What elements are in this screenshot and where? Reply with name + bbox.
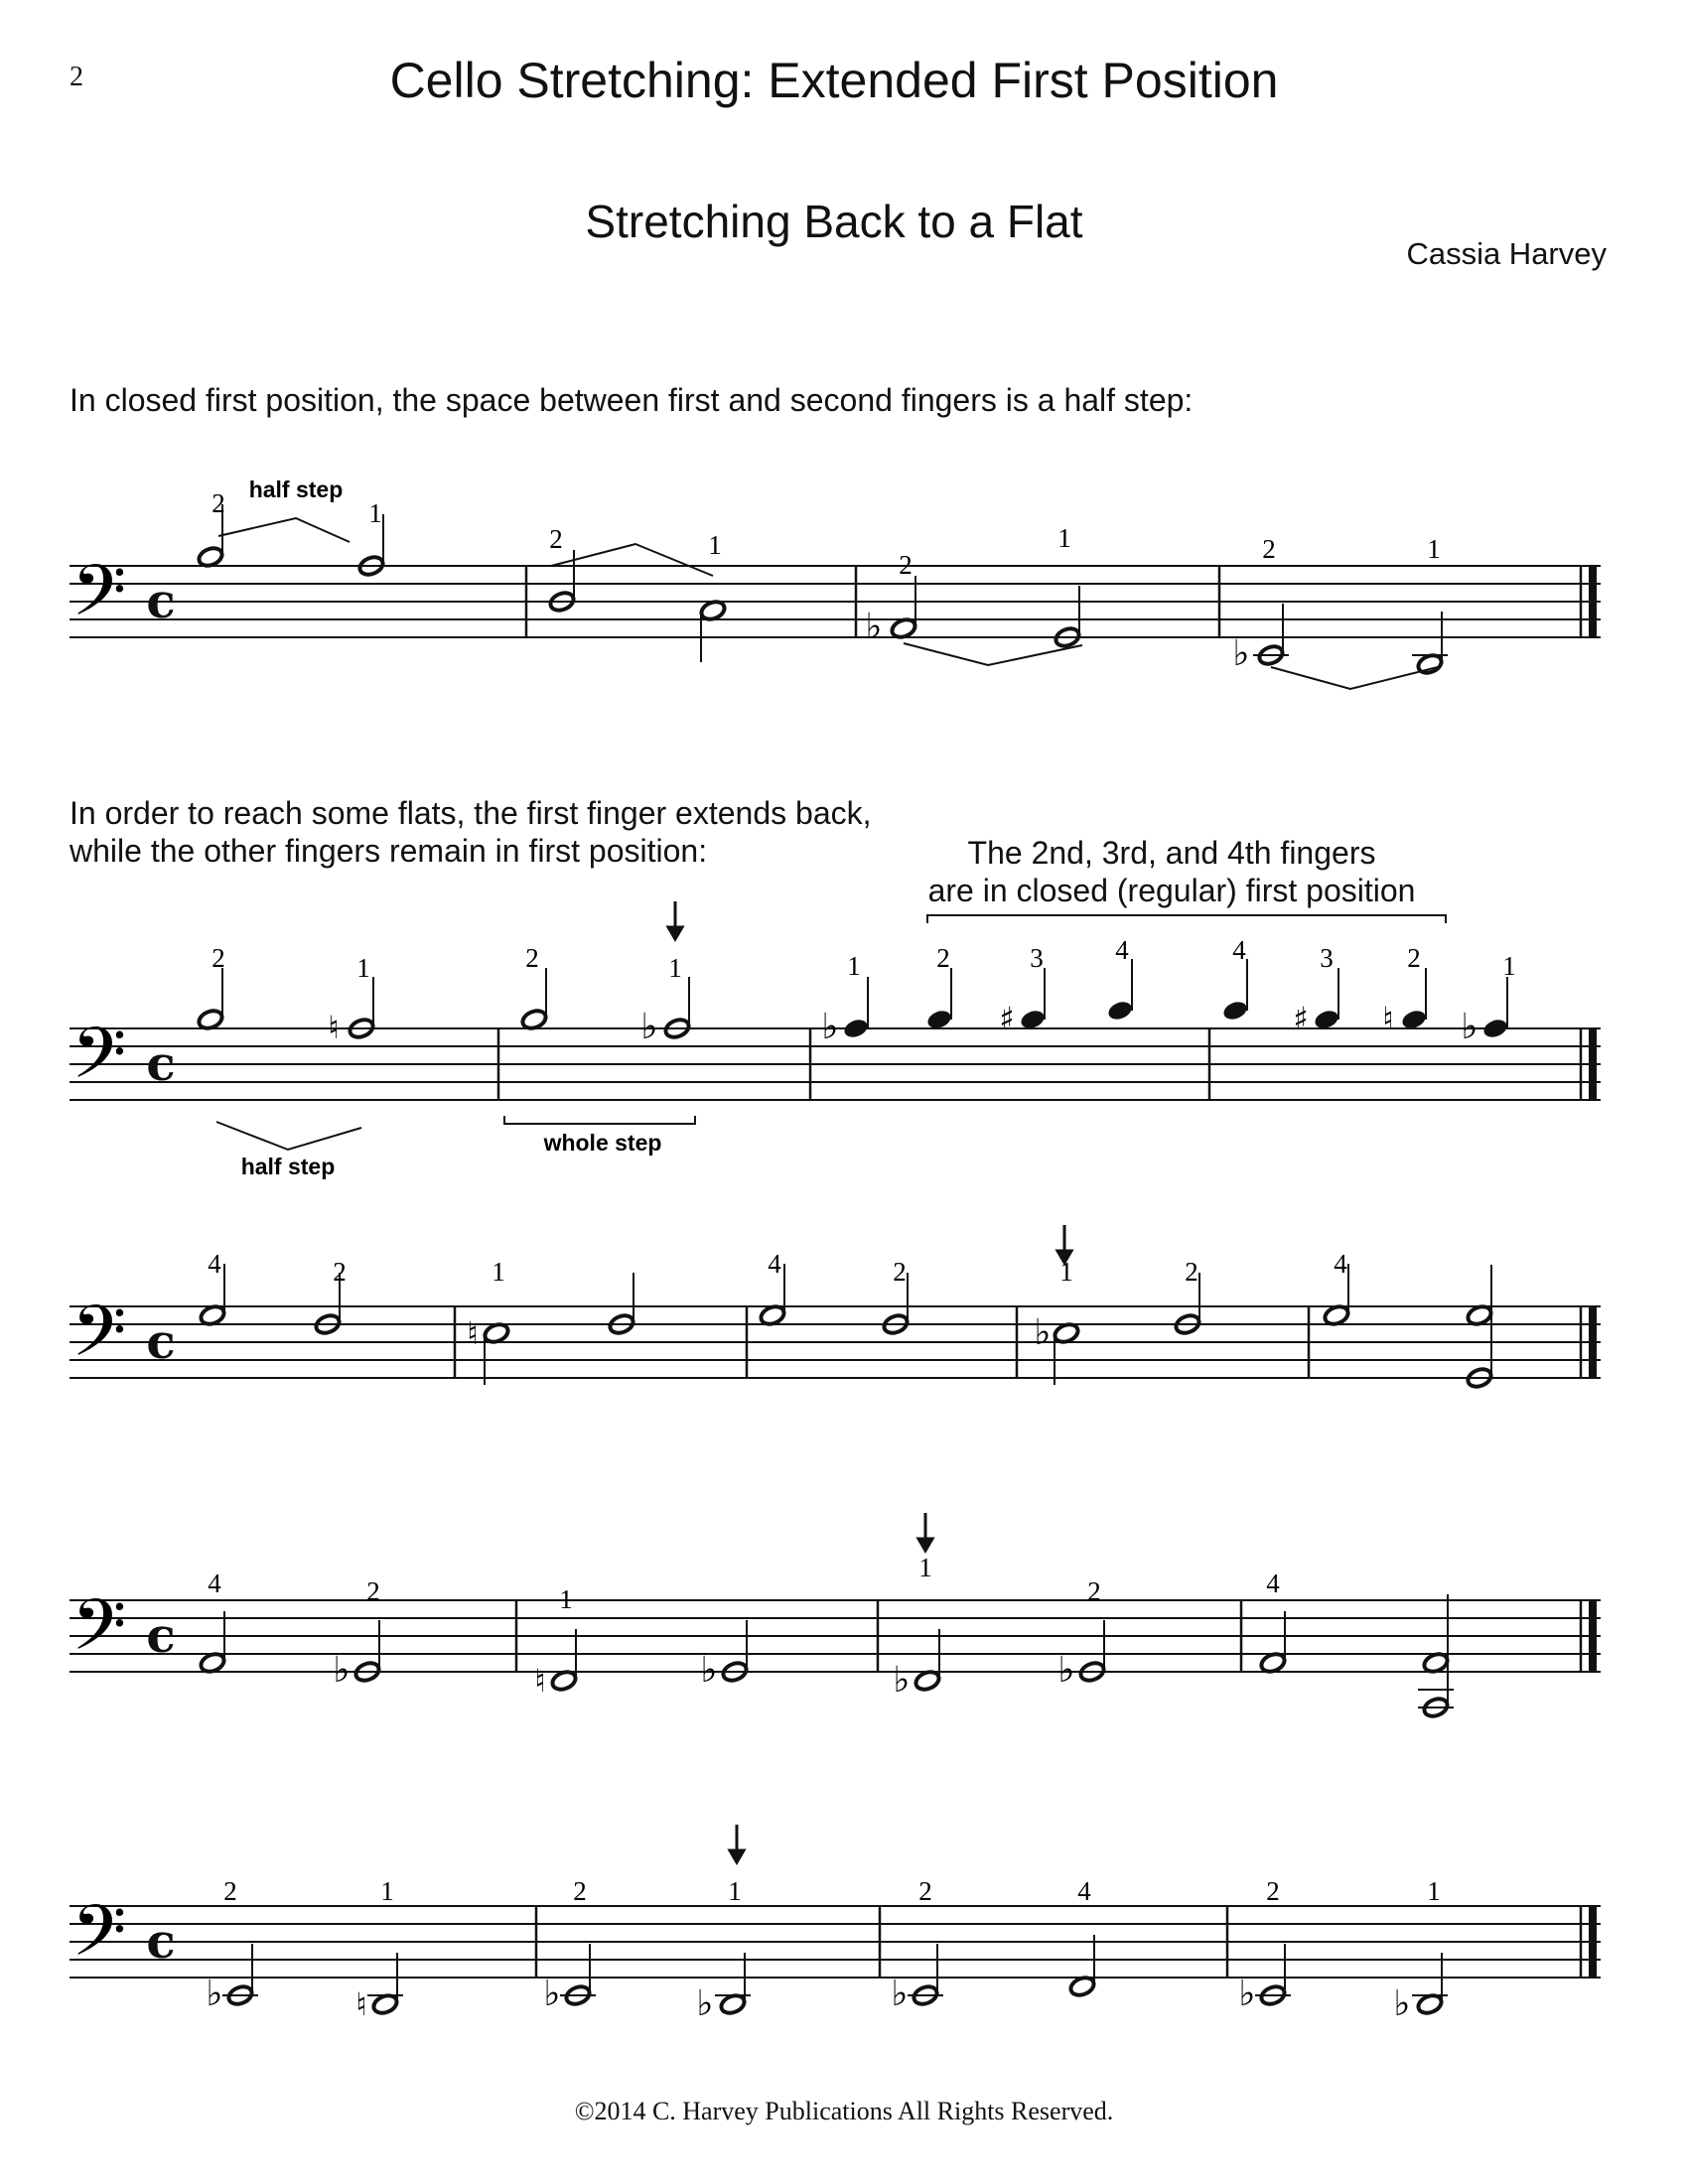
fingering-1: 1 (368, 498, 382, 528)
svg-text:♯: ♯ (1293, 1000, 1309, 1037)
fingering-4: 4 (208, 1569, 221, 1598)
down-arrow-icon (730, 1825, 744, 1862)
note-D2-natural (355, 1953, 403, 2023)
svg-text:𝄢: 𝄢 (71, 1890, 127, 1989)
note-Ab2 (894, 1629, 942, 1701)
svg-text:𝄢: 𝄢 (71, 550, 127, 649)
svg-text:♭: ♭ (640, 1007, 658, 1047)
fingering-4: 4 (768, 1249, 781, 1279)
note-Eb3 (1035, 1312, 1081, 1385)
common-time-signature: c (146, 1914, 176, 1970)
fingering-2: 2 (918, 1876, 932, 1906)
fingering-1: 1 (1427, 534, 1441, 564)
music-staff-5 (0, 1807, 1688, 2025)
note-D2 (1412, 612, 1448, 676)
fingering-2: 2 (899, 550, 913, 580)
svg-text:♭: ♭ (206, 1974, 223, 2014)
fingering-1: 1 (1502, 951, 1516, 981)
fingering-3: 3 (1320, 943, 1334, 973)
bass-clef-icon (71, 550, 126, 649)
staff-lines (70, 1600, 1601, 1672)
svg-text:♭: ♭ (1393, 1983, 1411, 2024)
fingering-1: 1 (847, 951, 861, 981)
note-Eb2 (892, 1944, 943, 2014)
fingering-4: 4 (1077, 1876, 1091, 1906)
svg-text:♭: ♭ (1034, 1312, 1052, 1353)
fingering-1: 1 (1057, 523, 1071, 553)
fingering-2: 2 (1266, 1876, 1280, 1906)
fingering-4: 4 (1232, 935, 1246, 965)
page-number: 2 (70, 62, 83, 92)
closed-position-note-line-1: The 2nd, 3rd, and 4th fingers (967, 835, 1376, 871)
note-Bb3-quarter (822, 977, 871, 1047)
fingering-4: 4 (1334, 1249, 1347, 1279)
staff-lines (70, 1906, 1601, 1978)
fingering-1: 1 (708, 530, 722, 560)
svg-text:♭: ♭ (1238, 1974, 1256, 2014)
fingering-1: 1 (1059, 1257, 1073, 1287)
fingering-2: 2 (211, 943, 225, 973)
common-time-signature: c (146, 1608, 176, 1664)
svg-text:♮: ♮ (534, 1662, 546, 1700)
music-staff-3 (0, 1211, 1688, 1410)
copyright-footer: ©2014 C. Harvey Publications All Rights Reserved. (574, 2097, 1114, 2125)
svg-text:♭: ♭ (1461, 1007, 1478, 1047)
fingering-2: 2 (1262, 534, 1276, 564)
section-subtitle: Stretching Back to a Flat (585, 196, 1083, 247)
svg-text:♭: ♭ (696, 1983, 714, 2024)
fingering-1: 1 (918, 1553, 932, 1582)
note-F3 (608, 1273, 635, 1336)
fingering-1: 1 (1427, 1876, 1441, 1906)
note-D4-quarter (1221, 959, 1249, 1023)
note-C3 (1259, 1611, 1287, 1675)
fingering-1: 1 (668, 953, 682, 983)
note-Db2 (1394, 1953, 1448, 2024)
fingering-2: 2 (573, 1876, 587, 1906)
fingering-2: 2 (893, 1257, 907, 1287)
svg-text:♭: ♭ (893, 1660, 911, 1701)
fingering-2: 2 (333, 1257, 347, 1287)
music-staff-2 (0, 893, 1688, 1179)
fingering-2: 2 (1407, 943, 1421, 973)
common-time-signature: c (146, 574, 176, 629)
note-B3-natural (328, 977, 375, 1046)
note-E3 (699, 599, 727, 662)
note-Bb2 (1058, 1620, 1107, 1691)
note-Bb3 (641, 977, 692, 1047)
fingering-4: 4 (1266, 1569, 1280, 1598)
instruction-closed-position: In closed first position, the space between first and second fingers is a half step: (70, 382, 1194, 418)
svg-text:♮: ♮ (1382, 1000, 1394, 1037)
note-C4-natural-quarter (1382, 968, 1428, 1037)
svg-text:♭: ♭ (821, 1007, 839, 1047)
svg-text:𝄢: 𝄢 (71, 1013, 127, 1112)
svg-text:♭: ♭ (543, 1974, 561, 2014)
half-step-slur (216, 1122, 361, 1150)
note-C4 (193, 968, 228, 1031)
note-Eb2 (544, 1944, 596, 2014)
svg-text:♭: ♭ (333, 1650, 351, 1691)
chord-C3-C2 (1418, 1594, 1454, 1719)
fingering-2: 2 (549, 524, 563, 554)
note-Eb2 (1233, 604, 1410, 674)
music-staff-4 (0, 1509, 1688, 1727)
fingering-1: 1 (380, 1876, 394, 1906)
svg-text:♭: ♭ (1232, 633, 1250, 674)
slurs (218, 518, 1438, 689)
fingering-2: 2 (366, 1576, 380, 1606)
instruction-extension-line-2: while the other fingers remain in first position: (70, 833, 708, 869)
fingering-1: 1 (559, 1584, 573, 1614)
fingering-1: 1 (356, 953, 370, 983)
page-title: Cello Stretching: Extended First Position (389, 53, 1279, 108)
fingering-2: 2 (525, 943, 539, 973)
bass-clef-icon (71, 1890, 126, 1989)
svg-text:♭: ♭ (1057, 1650, 1075, 1691)
fingering-2: 2 (936, 943, 950, 973)
svg-text:♭: ♭ (700, 1650, 718, 1691)
staff-lines (70, 566, 1601, 637)
note-C4 (520, 968, 548, 1031)
note-A2-natural (534, 1629, 578, 1700)
svg-text:𝄢: 𝄢 (71, 1584, 127, 1684)
closed-position-bracket (927, 915, 1446, 923)
fingering-4: 4 (208, 1249, 221, 1279)
note-Bb2 (701, 1620, 750, 1691)
fingering-2: 2 (1185, 1257, 1198, 1287)
whole-step-label: whole step (543, 1130, 662, 1156)
note-A2 (1054, 586, 1081, 649)
down-arrow-icon (668, 901, 682, 939)
bass-clef-icon (71, 1013, 126, 1112)
staff-lines (70, 1306, 1601, 1378)
half-step-label: half step (248, 477, 344, 502)
svg-text:♯: ♯ (999, 1000, 1015, 1037)
svg-text:♭: ♭ (865, 607, 883, 647)
music-staff-1 (0, 477, 1688, 715)
whole-step-bracket (504, 1116, 695, 1124)
composer-name: Cassia Harvey (1406, 236, 1607, 271)
note-C4-quarter (925, 968, 953, 1031)
note-Bb3-quarter (1462, 977, 1510, 1047)
note-C3 (199, 1611, 226, 1675)
fingering-2: 2 (1087, 1576, 1101, 1606)
svg-text:♭: ♭ (891, 1974, 909, 2014)
note-Eb2 (1239, 1944, 1291, 2014)
fingering-1: 1 (728, 1876, 742, 1906)
note-Eb2 (207, 1944, 258, 2014)
note-F2 (1068, 1935, 1096, 1998)
closed-position-note-line-2: are in closed (regular) first position (927, 873, 1416, 908)
note-Bb2 (334, 1620, 382, 1691)
fingering-1: 1 (492, 1257, 505, 1287)
half-step-label: half step (240, 1154, 336, 1179)
chord-G3-G2 (1466, 1265, 1493, 1390)
svg-text:𝄢: 𝄢 (71, 1291, 127, 1390)
note-D4-quarter (1106, 959, 1134, 1023)
fingering-2: 2 (223, 1876, 237, 1906)
bass-clef-icon (71, 1584, 126, 1684)
common-time-signature: c (146, 1314, 176, 1370)
fingering-3: 3 (1030, 943, 1044, 973)
note-Csharp4-quarter (1293, 968, 1340, 1037)
svg-text:♮: ♮ (355, 1985, 367, 2023)
bass-clef-icon (71, 1291, 126, 1390)
instruction-extension-line-1: In order to reach some flats, the first finger extends back, (70, 795, 872, 831)
common-time-signature: c (146, 1036, 176, 1092)
fingering-2: 2 (211, 488, 225, 518)
note-Csharp4-quarter (999, 968, 1047, 1037)
svg-text:♮: ♮ (467, 1314, 479, 1352)
note-Db2 (697, 1953, 751, 2024)
fingering-4: 4 (1115, 935, 1129, 965)
down-arrow-icon (918, 1513, 932, 1551)
svg-text:♮: ♮ (328, 1009, 340, 1046)
